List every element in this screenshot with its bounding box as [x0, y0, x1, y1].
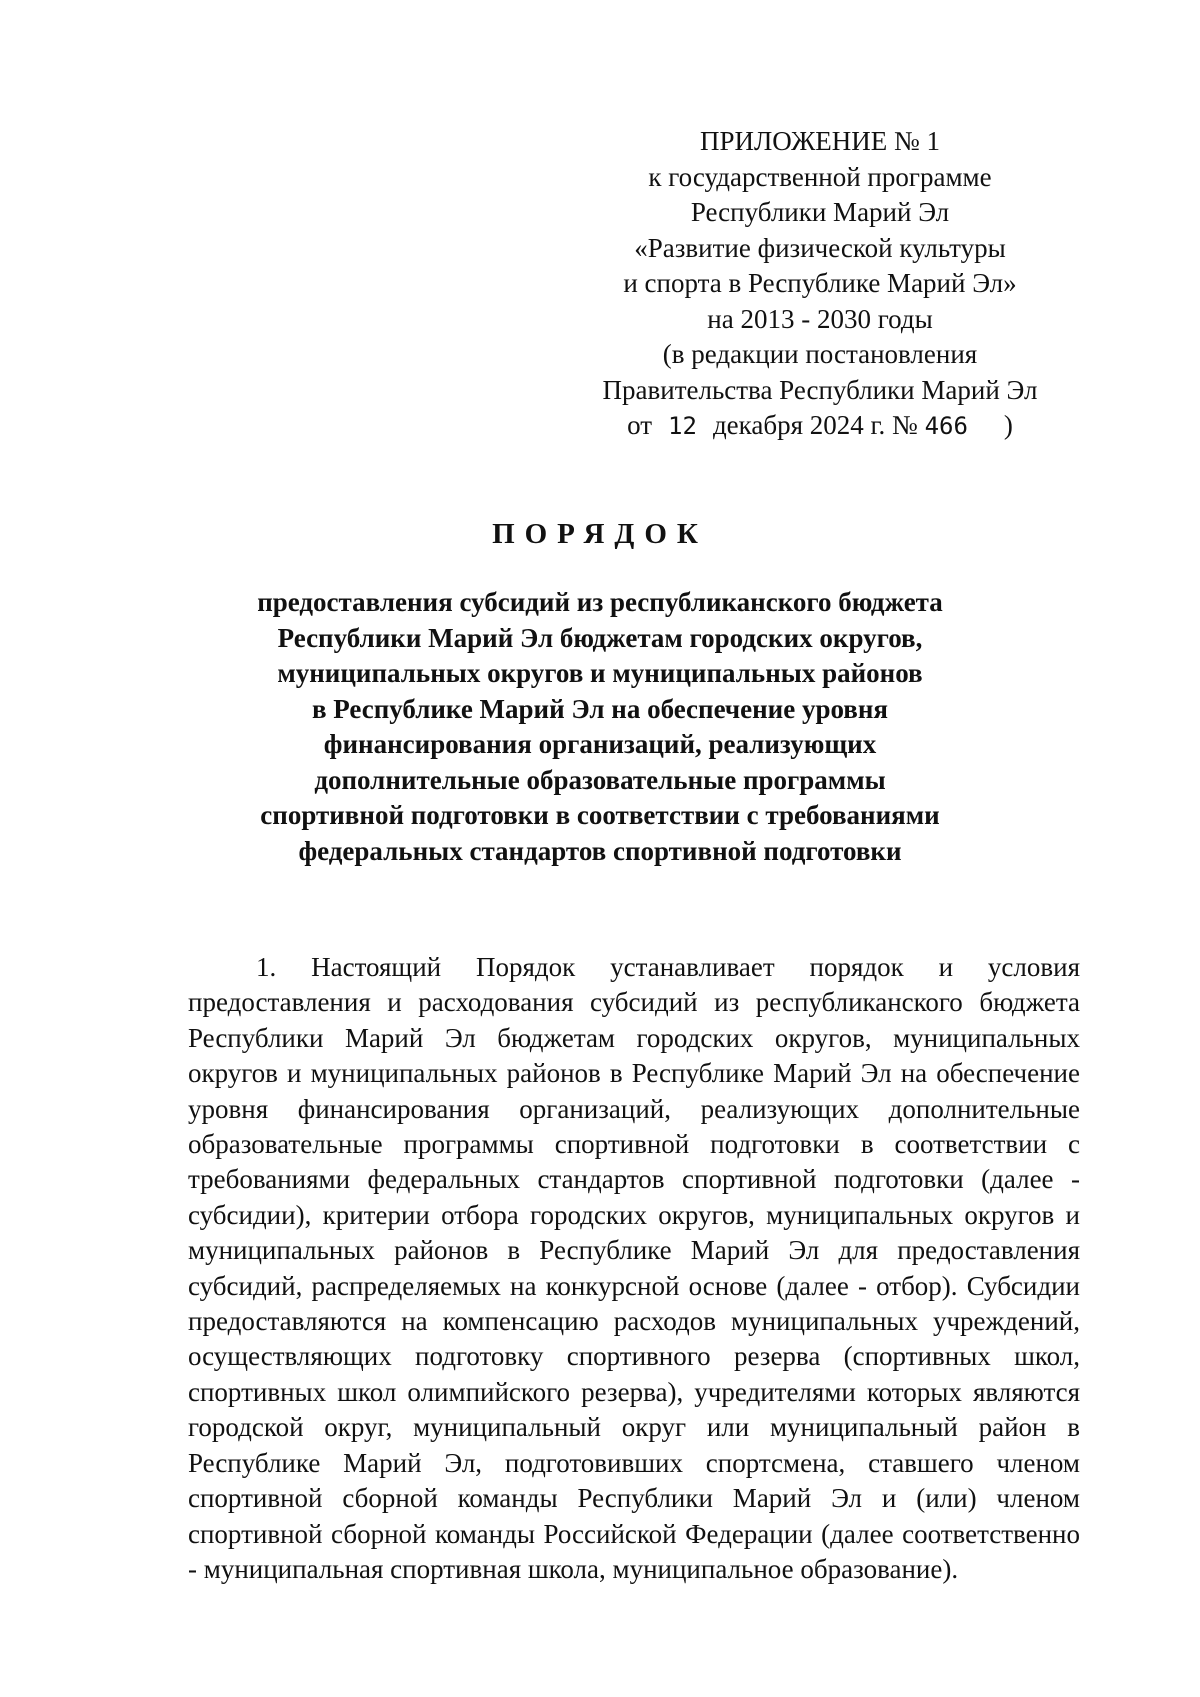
subtitle-line: спортивной подготовки в соответствии с требованиями — [260, 800, 940, 830]
appendix-block — [560, 124, 1080, 445]
subtitle-line: Республики Марий Эл бюджетам городских округов, — [277, 622, 923, 653]
resolution-date-line — [560, 408, 1080, 445]
paragraph-1: 1. Настоящий Порядок устанавливает порядок и условия предоставления и расходования субсидий из республиканского бюджета Республики Марий Эл бюджетам городских округов, муниципальных округов и муниципальных районов в Республике Марий Эл на обеспечение уровня финансирования организаций, реализующих дополнительные образовательные программы спортивной подготовки в соответствии с требованиями федеральных стандартов спортивной подготовки (далее - субсидии), критерии отбора городских округов, муниципальных округов и муниципальных районов в Республике Марий Эл для предоставления субсидий, распределяемых на конкурсной основе (далее - отбор). Субсидии предоставляются на компенсацию расходов муниципальных учреждений, осуществляющих подготовку спортивного резерва (спортивных школ, спортивных школ олимпийского резерва), учредителями которых являются городской округ, муниципальный округ или муниципальный район в Республике Марий Эл, подготовивших спортсмена, ставшего членом спортивной сборной команды Республики Марий Эл и (или) членом спортивной сборной команды Российской Федерации (далее соответственно - муниципальная спортивная школа, муниципальное образование). — [188, 952, 1080, 1584]
date-middle: декабря 2024 г. № — [712, 410, 918, 440]
appendix-heading: ПРИЛОЖЕНИЕ № 1 — [699, 126, 941, 156]
subtitle-line: предоставления субсидий из республиканского бюджета — [257, 587, 943, 617]
resolution-number: 466 — [924, 412, 968, 440]
document-subtitle — [190, 585, 1010, 869]
subtitle-line: федеральных стандартов спортивной подготовки — [298, 835, 902, 866]
appendix-line: «Развитие физической культуры — [634, 232, 1006, 263]
document-title: ПОРЯДОК — [492, 518, 708, 550]
resolution-day: 12 — [668, 412, 697, 440]
subtitle-line: дополнительные образовательные программы — [314, 764, 886, 795]
appendix-line: на 2013 - 2030 годы — [707, 303, 933, 334]
subtitle-line: муниципальных округов и муниципальных районов — [277, 658, 923, 688]
date-suffix: ) — [1003, 410, 1013, 440]
subtitle-line: в Республике Марий Эл на обеспечение уровня — [311, 693, 889, 724]
appendix-line: (в редакции постановления — [662, 339, 978, 369]
appendix-line: Правительства Республики Марий Эл — [602, 374, 1038, 405]
appendix-line: Республики Марий Эл — [690, 197, 950, 227]
subtitle-line: финансирования организаций, реализующих — [323, 729, 877, 759]
appendix-line: к государственной программе — [648, 161, 992, 192]
appendix-line: и спорта в Республике Марий Эл» — [623, 268, 1017, 298]
date-prefix: от — [627, 410, 653, 440]
